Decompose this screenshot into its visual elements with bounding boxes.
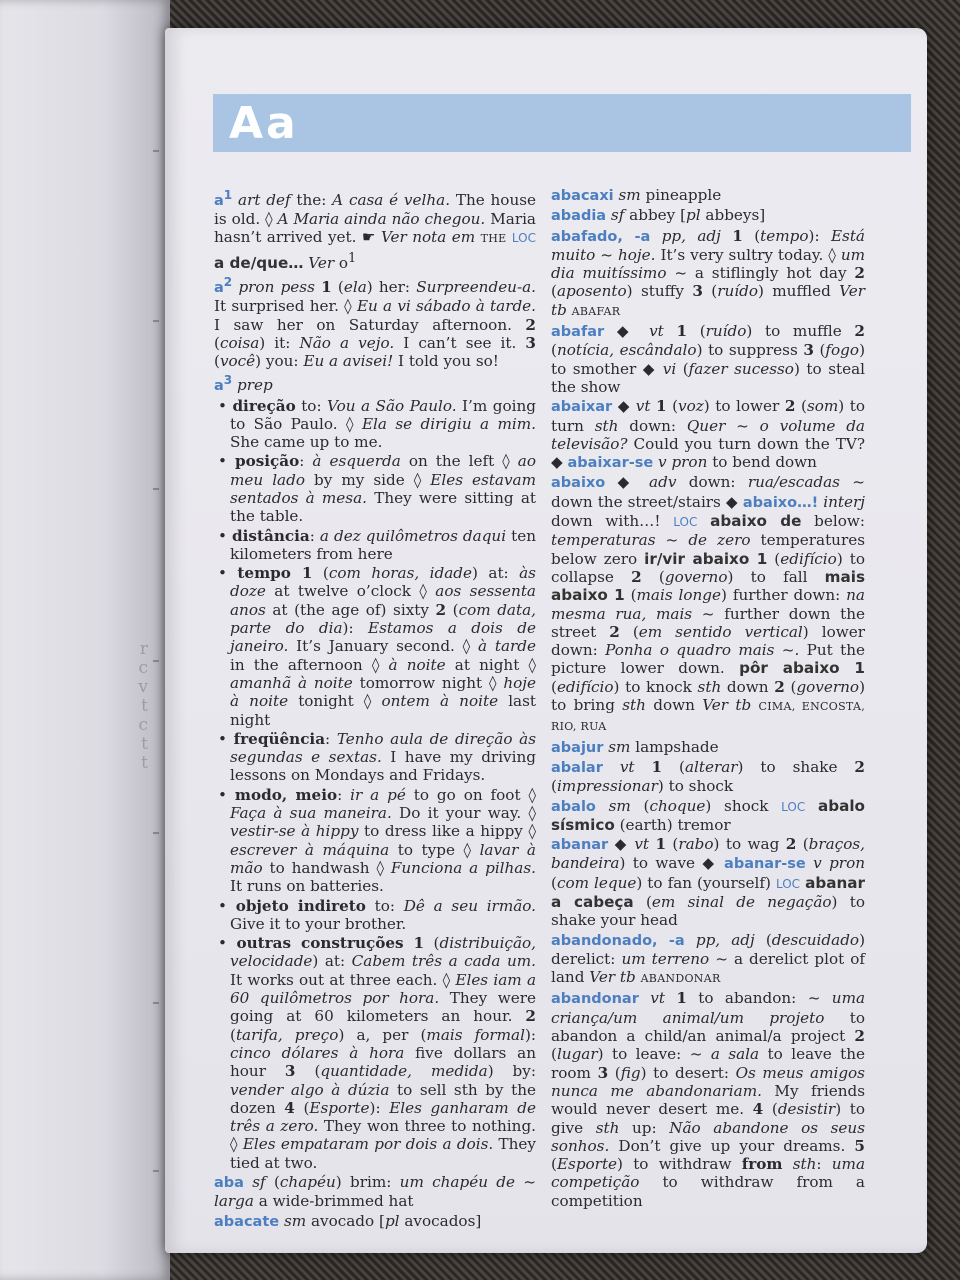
dictionary-sense: • direção to: Vou a São Paulo. I’m going to São Paulo. ◊ Ela se dirigiu a mim. She came up to me.	[218, 396, 536, 452]
left-column	[214, 186, 536, 1232]
dictionary-entry: abacaxi sm pineapple	[551, 186, 722, 204]
binding-stitch	[153, 660, 159, 662]
binding-stitch	[153, 488, 159, 490]
dictionary-entry: abaixar ◆ vt 1 (voz) to lower 2 (som) to turn sth down: Quer ~ o volume da televisão? Could you turn down the TV? ◆ abaixar-se v pron to bend down	[551, 397, 866, 472]
binding-stitch	[153, 150, 159, 152]
binding-stitch	[153, 320, 159, 322]
section-header-band	[213, 94, 911, 152]
dictionary-entry: abalar vt 1 (alterar) to shake 2 (impressionar) to shock	[551, 757, 865, 796]
dictionary-entry: abafar ◆ vt 1 (ruído) to muffle 2 (notícia, escândalo) to suppress 3 (fogo) to smother ◆ vi (fazer sucesso) to steal the show	[551, 322, 865, 396]
dictionary-entry: abadia sf abbey [pl abbeys]	[551, 206, 766, 225]
dictionary-sense: • posição: à esquerda on the left ◊ ao meu lado by my side ◊ Eles estavam sentados à mesa. They were sitting at the table.	[218, 452, 537, 526]
dictionary-entry: abafado, -a pp, adj 1 (tempo): Está muito ~ hoje. It’s very sultry today. ◊ um dia muitíssimo ~ a stiflingly hot day 2 (aposento) stuffy 3 (ruído) muffled Ver tb ABAFAR	[551, 226, 865, 319]
dictionary-sense: • modo, meio: ir a pé to go on foot ◊ Faça à sua maneira. Do it your way. ◊ vestir-se à hippy to dress like a hippy ◊ escrever à máquina to type ◊ lavar à mão to handwash ◊ Funciona a pilhas. It runs on batteries.	[218, 785, 537, 896]
dictionary-entry: $a^2$ pron pess 1 (ela) her: Surpreendeu-a. It surprised her. ◊ Eu a vi sábado à tarde. I saw her on Saturday afternoon. 2 (coisa) it: Não a vejo. I can’t see it. 3 (você) you: Eu a avisei! I told you so!	[214, 275, 536, 371]
dictionary-sense: • distância: a dez quilômetros daqui ten kilometers from here	[218, 526, 536, 563]
previous-page-edge-text: r c v t c t t	[138, 639, 148, 773]
binding-stitch	[153, 1002, 159, 1004]
right-column	[551, 186, 865, 1211]
dictionary-entry: abanar ◆ vt 1 (rabo) to wag 2 (braços, bandeira) to wave ◆ abanar-se v pron (com leque) to fan (yourself) LOC abanar a cabeça (em sinal de negação) to shake your head	[551, 835, 866, 930]
dictionary-sense: • tempo 1 (com horas, idade) at: às doze at twelve o’clock ◊ aos sessenta anos at (the age of) sixty 2 (com data, parte do dia): Estamos a dois de janeiro. It’s January second. ◊ à tarde in the afternoon ◊ à noite at night ◊ amanhã à noite tomorrow night ◊ hoje à noite tonight ◊ ontem à noite last night	[218, 564, 536, 729]
dictionary-entry: abandonado, -a pp, adj (descuidado) derelict: um terreno ~ a derelict plot of land Ver tb ABANDONAR	[551, 930, 865, 987]
dictionary-sense: • objeto indireto to: Dê a seu irmão. Give it to your brother.	[218, 896, 536, 933]
dictionary-sense: • outras construções 1 (distribuição, velocidade) at: Cabem três a cada um. It works out at three each. ◊ Eles iam a 60 quilômetros por hora. They were going at 60 kilometers an hour. 2 (tarifa, preço) a, per (mais formal): cinco dólares à hora five dollars an hour 3 (quantidade, medida) by: vender algo à dúzia to sell sth by the dozen 4 (Esporte): Eles ganharam de três a zero. They won three to nothing. ◊ Eles empataram por dois a dois. They tied at two.	[218, 934, 537, 1172]
dictionary-sense: • freqüência: Tenho aula de direção às segundas e sextas. I have my driving lessons on Mondays and Fridays.	[218, 729, 536, 785]
dictionary-entry: abandonar vt 1 to abandon: ~ uma criança/um animal/um projeto to abandon a child/an animal/a project 2 (lugar) to leave: ~ a sala to leave the room 3 (fig) to desert: Os meus amigos nunca me abandonariam. My friends would never desert me. 4 (desistir) to give sth up: Não abandone os seus sonhos. Don’t give up your dreams. 5 (Esporte) to withdraw from sth: uma competição to withdraw from a competition	[551, 989, 866, 1210]
dictionary-entry: abacate sm avocado [pl avocados]	[214, 1211, 482, 1230]
dictionary-entry: abajur sm lampshade	[551, 737, 719, 756]
dictionary-entry: $a^1$ art def the: A casa é velha. The house is old. ◊ A Maria ainda não chegou. Maria hasn’t arrived yet. ☛ Ver nota em THE LOC a de/que… Ver $o^1$	[214, 188, 537, 272]
dictionary-entry: $a^3$ prep	[214, 373, 273, 395]
binding-stitch	[153, 1170, 159, 1172]
section-letter-heading: Aa	[229, 98, 299, 149]
binding-stitch	[153, 832, 159, 834]
dictionary-page	[165, 28, 927, 1253]
previous-page	[0, 0, 170, 1280]
dictionary-entry: abalo sm (choque) shock LOC abalo sísmico (earth) tremor	[551, 796, 865, 834]
dictionary-entry: aba sf (chapéu) brim: um chapéu de ~ larga a wide-brimmed hat	[214, 1172, 537, 1211]
dictionary-entry: abaixo ◆ adv down: rua/escadas ~ down the street/stairs ◆ abaixo…! interj down with…! LOC abaixo de below: temperaturas ~ de zero temperatures below zero ir/vir abaixo 1 (edifício) to collapse 2 (governo) to fall mais abaixo 1 (mais longe) further down: na mesma rua, mais ~ further down the street 2 (em sentido vertical) lower down: Ponha o quadro mais ~. Put the picture lower down. pôr abaixo 1 (edifício) to knock sth down 2 (governo) to bring sth down Ver tb CIMA, ENCOSTA, RIO, RUA	[551, 473, 866, 734]
